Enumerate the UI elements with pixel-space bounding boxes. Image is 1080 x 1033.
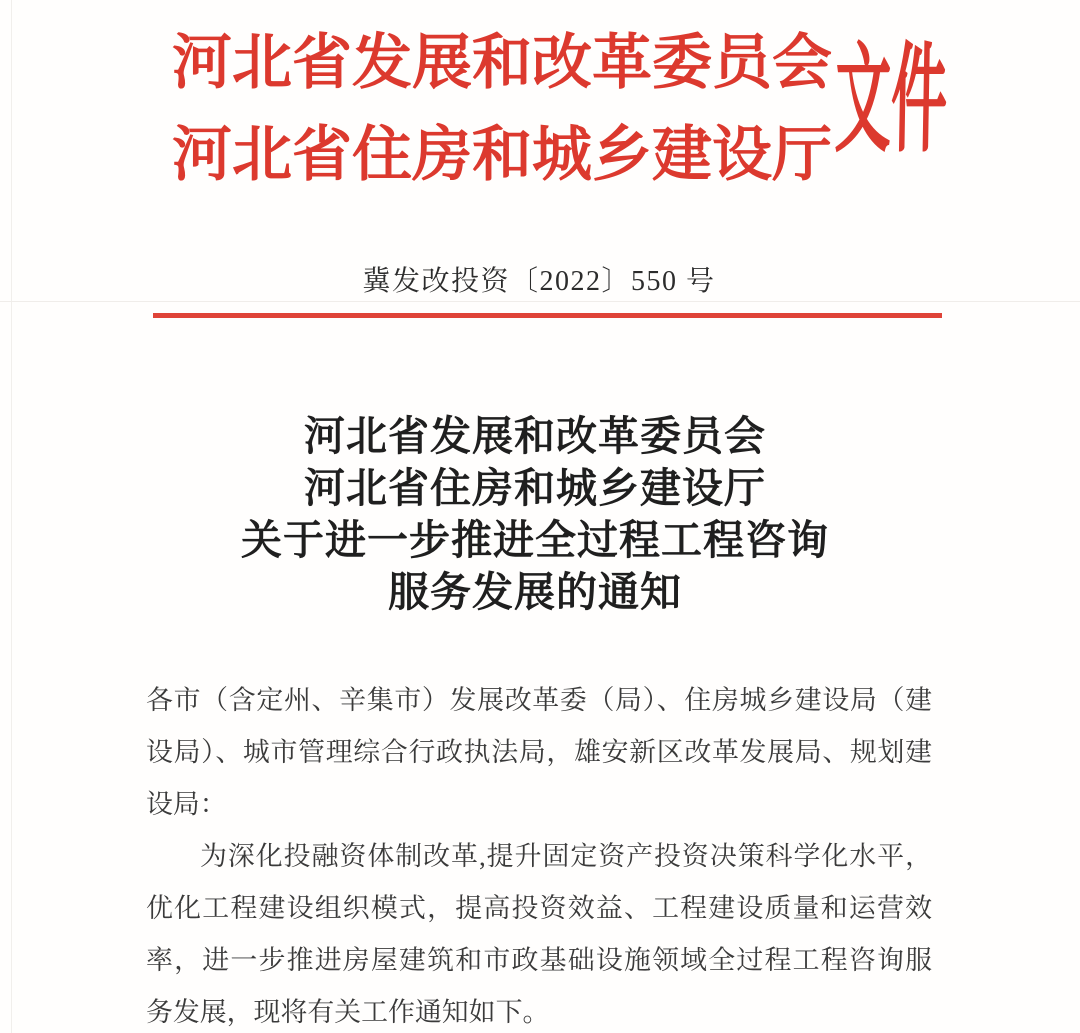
title-line-1: 河北省发展和改革委员会	[304, 413, 766, 459]
scan-edge-artifact-horizontal	[0, 301, 1080, 302]
document-number: 冀发改投资〔2022〕550 号	[362, 266, 716, 297]
letterhead-org-line-2: 河北省住房和城乡建设厅	[172, 122, 832, 188]
document-title	[136, 410, 934, 618]
letterhead-doc-type-label: 文件	[833, 35, 949, 168]
intro-line-4: 务发展，现将有关工作通知如下。	[146, 997, 550, 1027]
intro-line-1: 为深化投融资体制改革,提升固定资产投资决策科学化水平，	[200, 841, 932, 871]
intro-line-3: 率，进一步推进房屋建筑和市政基础设施领域全过程工程咨询服	[146, 945, 932, 975]
addressee-line-3: 设局：	[146, 789, 227, 819]
title-line-3: 关于进一步推进全过程工程咨询	[241, 517, 829, 563]
letterhead-org-line-1: 河北省发展和改革委员会	[172, 30, 832, 96]
intro-line-2: 优化工程建设组织模式，提高投资效益、工程建设质量和运营效	[146, 893, 932, 923]
document-body	[146, 674, 932, 1033]
red-separator-rule	[153, 313, 942, 318]
addressee-line-1: 各市（含定州、辛集市）发展改革委（局）、住房城乡建设局（建	[146, 685, 932, 715]
scan-edge-artifact-vertical	[11, 0, 12, 1033]
addressee-line-2: 设局）、城市管理综合行政执法局，雄安新区改革发展局、规划建	[146, 737, 932, 767]
title-line-2: 河北省住房和城乡建设厅	[304, 465, 766, 511]
title-line-4: 服务发展的通知	[388, 569, 682, 615]
